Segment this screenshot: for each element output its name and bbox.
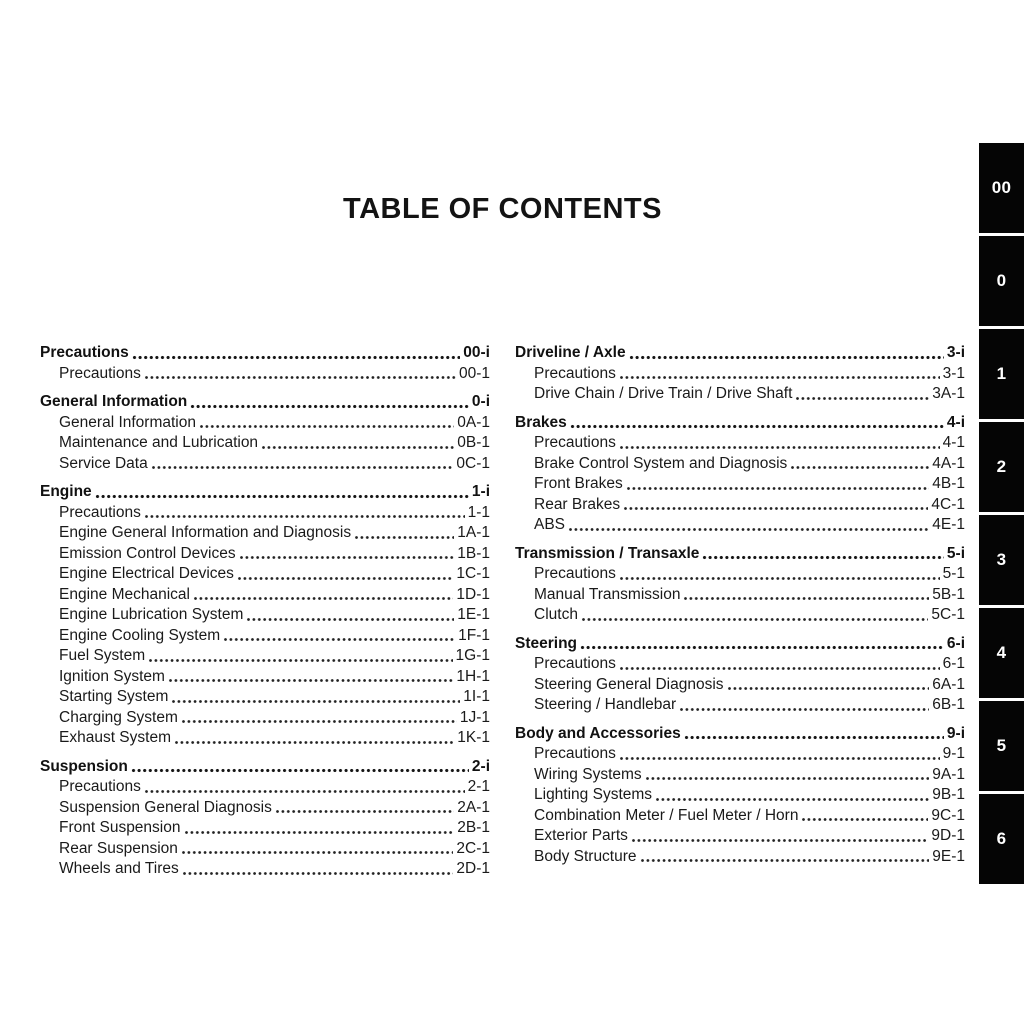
toc-entry-page: 4E-1 bbox=[932, 516, 965, 533]
toc-entry-page: 6-1 bbox=[942, 655, 965, 672]
toc-entry-page: 6B-1 bbox=[932, 696, 965, 713]
dot-leader bbox=[623, 506, 928, 511]
toc-entry-page: 5C-1 bbox=[931, 606, 965, 623]
dot-leader bbox=[631, 838, 929, 843]
dot-leader bbox=[239, 555, 455, 560]
toc-entry bbox=[40, 667, 490, 688]
toc-section-title: Driveline / Axle bbox=[515, 344, 626, 361]
dot-leader bbox=[619, 445, 940, 450]
dot-leader bbox=[144, 789, 465, 794]
toc-entry-title: Starting System bbox=[59, 688, 169, 705]
dot-leader bbox=[246, 617, 454, 622]
toc-entry bbox=[515, 454, 965, 475]
toc-entry-page: 4B-1 bbox=[932, 475, 965, 492]
dot-leader bbox=[655, 797, 929, 802]
toc-section bbox=[40, 392, 490, 474]
toc-entry-title: Service Data bbox=[59, 454, 148, 472]
toc-entry-title: Exterior Parts bbox=[534, 827, 628, 844]
toc-section bbox=[515, 544, 965, 626]
toc-column-left bbox=[40, 343, 490, 880]
toc-section-header bbox=[40, 392, 490, 413]
toc-section-header bbox=[40, 343, 490, 364]
toc-section-title: Brakes bbox=[515, 413, 567, 431]
side-tab-00 bbox=[979, 143, 1024, 233]
toc-entry bbox=[40, 564, 490, 585]
toc-entry-page: 0C-1 bbox=[456, 454, 490, 472]
toc-entry bbox=[515, 474, 965, 495]
toc-section bbox=[515, 413, 965, 536]
side-tab-3 bbox=[979, 515, 1024, 605]
toc-section-title: General Information bbox=[40, 393, 188, 410]
dot-leader bbox=[683, 596, 929, 601]
toc-entry-page: 9E-1 bbox=[932, 847, 965, 865]
toc-entry-page: 1G-1 bbox=[455, 647, 490, 664]
toc bbox=[40, 343, 965, 880]
toc-section bbox=[40, 343, 490, 384]
toc-entry bbox=[40, 454, 490, 475]
toc-entry bbox=[40, 859, 490, 880]
toc-entry-title: Precautions bbox=[59, 778, 141, 795]
toc-section-page: 2-i bbox=[471, 757, 490, 775]
toc-entry bbox=[40, 708, 490, 729]
toc-entry-title: Steering General Diagnosis bbox=[534, 675, 724, 693]
toc-entry-title: Precautions bbox=[534, 565, 616, 582]
toc-entry-page: 3A-1 bbox=[932, 385, 965, 402]
toc-section-header bbox=[515, 343, 965, 364]
toc-entry-title: Precautions bbox=[534, 364, 616, 382]
toc-entry-title: Emission Control Devices bbox=[59, 544, 236, 562]
toc-entry-title: Ignition System bbox=[59, 667, 165, 685]
side-tab-4 bbox=[979, 608, 1024, 698]
toc-entry bbox=[40, 777, 490, 798]
dot-leader bbox=[570, 424, 944, 429]
side-tab-5 bbox=[979, 701, 1024, 791]
dot-leader bbox=[131, 768, 469, 773]
dot-leader bbox=[581, 617, 928, 622]
toc-section-title: Precautions bbox=[40, 344, 129, 361]
toc-entry-title: Lighting Systems bbox=[534, 786, 653, 803]
dot-leader bbox=[261, 445, 454, 450]
dot-leader bbox=[619, 666, 940, 671]
toc-section-header bbox=[515, 413, 965, 434]
dot-leader bbox=[151, 465, 454, 470]
toc-entry-page: 1F-1 bbox=[458, 626, 490, 644]
toc-section bbox=[515, 724, 965, 868]
toc-section-page: 00-i bbox=[463, 344, 490, 361]
toc-entry bbox=[515, 765, 965, 786]
dot-leader bbox=[182, 871, 454, 876]
toc-entry-page: 1I-1 bbox=[463, 688, 490, 705]
toc-entry-title: Steering / Handlebar bbox=[534, 696, 677, 713]
toc-entry bbox=[515, 605, 965, 626]
toc-entry bbox=[40, 839, 490, 860]
toc-entry-title: ABS bbox=[534, 516, 566, 533]
dot-leader bbox=[174, 740, 454, 745]
dot-leader bbox=[95, 494, 469, 499]
toc-entry-title: Rear Suspension bbox=[59, 839, 178, 857]
toc-entry-title: Exhaust System bbox=[59, 729, 171, 746]
dot-leader bbox=[790, 465, 929, 470]
toc-entry-page: 1C-1 bbox=[456, 565, 490, 582]
toc-entry-title: Brake Control System and Diagnosis bbox=[534, 454, 788, 472]
side-tab-label: 5 bbox=[996, 736, 1007, 755]
toc-entry-page: 3-1 bbox=[942, 364, 965, 382]
toc-entry-page: 1E-1 bbox=[457, 606, 490, 623]
dot-leader bbox=[795, 396, 929, 401]
toc-section bbox=[40, 757, 490, 880]
toc-section bbox=[40, 482, 490, 749]
toc-entry-page: 4-1 bbox=[942, 434, 965, 451]
toc-entry-page: 1J-1 bbox=[459, 708, 490, 726]
toc-entry-page: 9-1 bbox=[942, 745, 965, 762]
dot-leader bbox=[181, 850, 453, 855]
toc-entry-page: 2-1 bbox=[467, 778, 490, 795]
dot-leader bbox=[645, 776, 930, 781]
toc-entry-page: 6A-1 bbox=[932, 675, 965, 693]
toc-entry-page: 1-1 bbox=[467, 503, 490, 521]
toc-entry-page: 00-1 bbox=[458, 364, 490, 382]
toc-entry-page: 5-1 bbox=[942, 565, 965, 582]
toc-entry-title: Front Suspension bbox=[59, 819, 181, 836]
toc-section-header bbox=[40, 757, 490, 778]
side-tab-label: 1 bbox=[996, 364, 1007, 383]
page-title: TABLE OF CONTENTS bbox=[343, 193, 662, 225]
dot-leader bbox=[190, 404, 469, 409]
dot-leader bbox=[184, 830, 455, 835]
dot-leader bbox=[619, 756, 940, 761]
dot-leader bbox=[580, 645, 944, 650]
toc-section-page: 0-i bbox=[471, 393, 490, 410]
side-tab-0 bbox=[979, 236, 1024, 326]
toc-entry-page: 4C-1 bbox=[931, 495, 965, 513]
toc-entry-title: Maintenance and Lubrication bbox=[59, 434, 259, 451]
toc-entry bbox=[515, 585, 965, 606]
toc-entry bbox=[515, 744, 965, 765]
toc-entry bbox=[515, 364, 965, 385]
toc-entry bbox=[515, 654, 965, 675]
toc-section-header bbox=[515, 724, 965, 745]
toc-entry-title: Clutch bbox=[534, 606, 578, 623]
toc-entry bbox=[40, 818, 490, 839]
toc-entry-page: 9C-1 bbox=[931, 806, 965, 824]
toc-entry-page: 9A-1 bbox=[932, 765, 965, 783]
dot-leader bbox=[626, 486, 930, 491]
dot-leader bbox=[181, 719, 457, 724]
toc-section-page: 9-i bbox=[946, 724, 965, 742]
toc-entry-page: 5B-1 bbox=[932, 585, 965, 603]
toc-entry-page: 1K-1 bbox=[457, 729, 490, 746]
toc-section-title: Transmission / Transaxle bbox=[515, 544, 700, 562]
toc-entry-title: Precautions bbox=[534, 655, 616, 672]
toc-section-title: Engine bbox=[40, 483, 92, 500]
toc-entry-title: General Information bbox=[59, 413, 196, 431]
dot-leader bbox=[275, 809, 454, 814]
dot-leader bbox=[679, 707, 929, 712]
toc-entry bbox=[40, 364, 490, 385]
toc-entry bbox=[40, 503, 490, 524]
side-tab-label: 00 bbox=[991, 178, 1012, 197]
toc-entry bbox=[40, 523, 490, 544]
toc-entry bbox=[515, 433, 965, 454]
toc-entry-title: Suspension General Diagnosis bbox=[59, 798, 272, 816]
toc-entry-page: 4A-1 bbox=[932, 454, 965, 472]
toc-entry bbox=[40, 728, 490, 749]
toc-entry-title: Drive Chain / Drive Train / Drive Shaft bbox=[534, 385, 793, 402]
side-tab-6 bbox=[979, 794, 1024, 884]
toc-entry-page: 9D-1 bbox=[931, 827, 965, 844]
toc-entry-title: Fuel System bbox=[59, 647, 146, 664]
toc-entry-page: 0B-1 bbox=[457, 434, 490, 451]
side-tab-label: 3 bbox=[996, 550, 1007, 569]
dot-leader bbox=[199, 424, 454, 429]
toc-entry-title: Precautions bbox=[534, 434, 616, 451]
toc-entry-title: Engine Mechanical bbox=[59, 585, 190, 603]
toc-column-right bbox=[515, 343, 965, 880]
dot-leader bbox=[193, 596, 453, 601]
toc-section-header bbox=[515, 634, 965, 655]
dot-leader bbox=[619, 375, 940, 380]
side-tab-label: 6 bbox=[996, 829, 1007, 848]
toc-section-page: 4-i bbox=[946, 413, 965, 431]
toc-entry bbox=[40, 433, 490, 454]
toc-entry-page: 9B-1 bbox=[932, 786, 965, 803]
dot-leader bbox=[354, 535, 454, 540]
dot-leader bbox=[223, 637, 455, 642]
toc-entry-title: Manual Transmission bbox=[534, 585, 681, 603]
toc-entry-title: Rear Brakes bbox=[534, 495, 621, 513]
toc-entry bbox=[515, 675, 965, 696]
dot-leader bbox=[148, 658, 452, 663]
toc-entry bbox=[40, 544, 490, 565]
toc-section bbox=[515, 343, 965, 405]
dot-leader bbox=[619, 576, 940, 581]
dot-leader bbox=[801, 817, 928, 822]
toc-entry-title: Front Brakes bbox=[534, 475, 623, 492]
toc-entry bbox=[40, 798, 490, 819]
toc-section-page: 3-i bbox=[946, 344, 965, 361]
toc-entry-title: Body Structure bbox=[534, 847, 637, 865]
toc-entry bbox=[515, 695, 965, 716]
dot-leader bbox=[168, 678, 453, 683]
dot-leader bbox=[132, 355, 461, 360]
toc-entry bbox=[515, 495, 965, 516]
toc-entry-page: 1D-1 bbox=[456, 585, 490, 603]
side-tab-2 bbox=[979, 422, 1024, 512]
toc-entry bbox=[40, 646, 490, 667]
side-tab-label: 4 bbox=[996, 643, 1007, 662]
toc-entry-title: Wiring Systems bbox=[534, 765, 642, 783]
toc-section-page: 1-i bbox=[471, 483, 490, 500]
side-tab-1 bbox=[979, 329, 1024, 419]
dot-leader bbox=[629, 355, 944, 360]
toc-entry-title: Engine Electrical Devices bbox=[59, 565, 234, 582]
toc-entry-title: Charging System bbox=[59, 708, 178, 726]
toc-entry bbox=[515, 847, 965, 868]
toc-entry bbox=[515, 785, 965, 806]
toc-entry-page: 0A-1 bbox=[457, 413, 490, 431]
toc-entry-page: 1A-1 bbox=[457, 524, 490, 541]
dot-leader bbox=[684, 735, 944, 740]
toc-entry bbox=[515, 515, 965, 536]
side-tab-label: 0 bbox=[996, 271, 1007, 290]
toc-section-title: Steering bbox=[515, 634, 578, 652]
toc-section-page: 5-i bbox=[946, 544, 965, 562]
toc-entry bbox=[40, 585, 490, 606]
toc-entry-title: Precautions bbox=[59, 364, 141, 382]
dot-leader bbox=[237, 576, 454, 581]
toc-section-title: Body and Accessories bbox=[515, 724, 681, 742]
toc-entry-page: 1H-1 bbox=[456, 667, 490, 685]
toc-section-page: 6-i bbox=[946, 634, 965, 652]
dot-leader bbox=[171, 699, 460, 704]
toc-entry bbox=[515, 826, 965, 847]
side-tab-label: 2 bbox=[996, 457, 1007, 476]
toc-entry bbox=[515, 806, 965, 827]
toc-entry bbox=[40, 605, 490, 626]
toc-section-header bbox=[515, 544, 965, 565]
dot-leader bbox=[640, 858, 930, 863]
toc-entry bbox=[40, 687, 490, 708]
toc-section-header bbox=[40, 482, 490, 503]
dot-leader bbox=[702, 555, 944, 560]
toc-entry-page: 2B-1 bbox=[457, 819, 490, 836]
dot-leader bbox=[144, 375, 456, 380]
dot-leader bbox=[144, 514, 465, 519]
toc-entry-title: Engine Cooling System bbox=[59, 626, 221, 644]
dot-leader bbox=[568, 527, 929, 532]
toc-entry-title: Engine General Information and Diagnosis bbox=[59, 524, 352, 541]
toc-entry-title: Engine Lubrication System bbox=[59, 606, 244, 623]
toc-section-title: Suspension bbox=[40, 757, 128, 775]
toc-entry-page: 2D-1 bbox=[456, 860, 490, 877]
side-tab-strip bbox=[979, 143, 1024, 884]
toc-entry bbox=[40, 413, 490, 434]
toc-entry-title: Precautions bbox=[59, 503, 141, 521]
toc-entry bbox=[515, 384, 965, 405]
toc-entry-page: 2C-1 bbox=[456, 839, 490, 857]
toc-entry-title: Precautions bbox=[534, 745, 616, 762]
toc-entry-title: Wheels and Tires bbox=[59, 860, 179, 877]
toc-entry bbox=[515, 564, 965, 585]
toc-entry-title: Combination Meter / Fuel Meter / Horn bbox=[534, 806, 799, 824]
toc-entry-page: 2A-1 bbox=[457, 798, 490, 816]
toc-entry-page: 1B-1 bbox=[457, 544, 490, 562]
toc-entry bbox=[40, 626, 490, 647]
toc-section bbox=[515, 634, 965, 716]
dot-leader bbox=[727, 686, 930, 691]
